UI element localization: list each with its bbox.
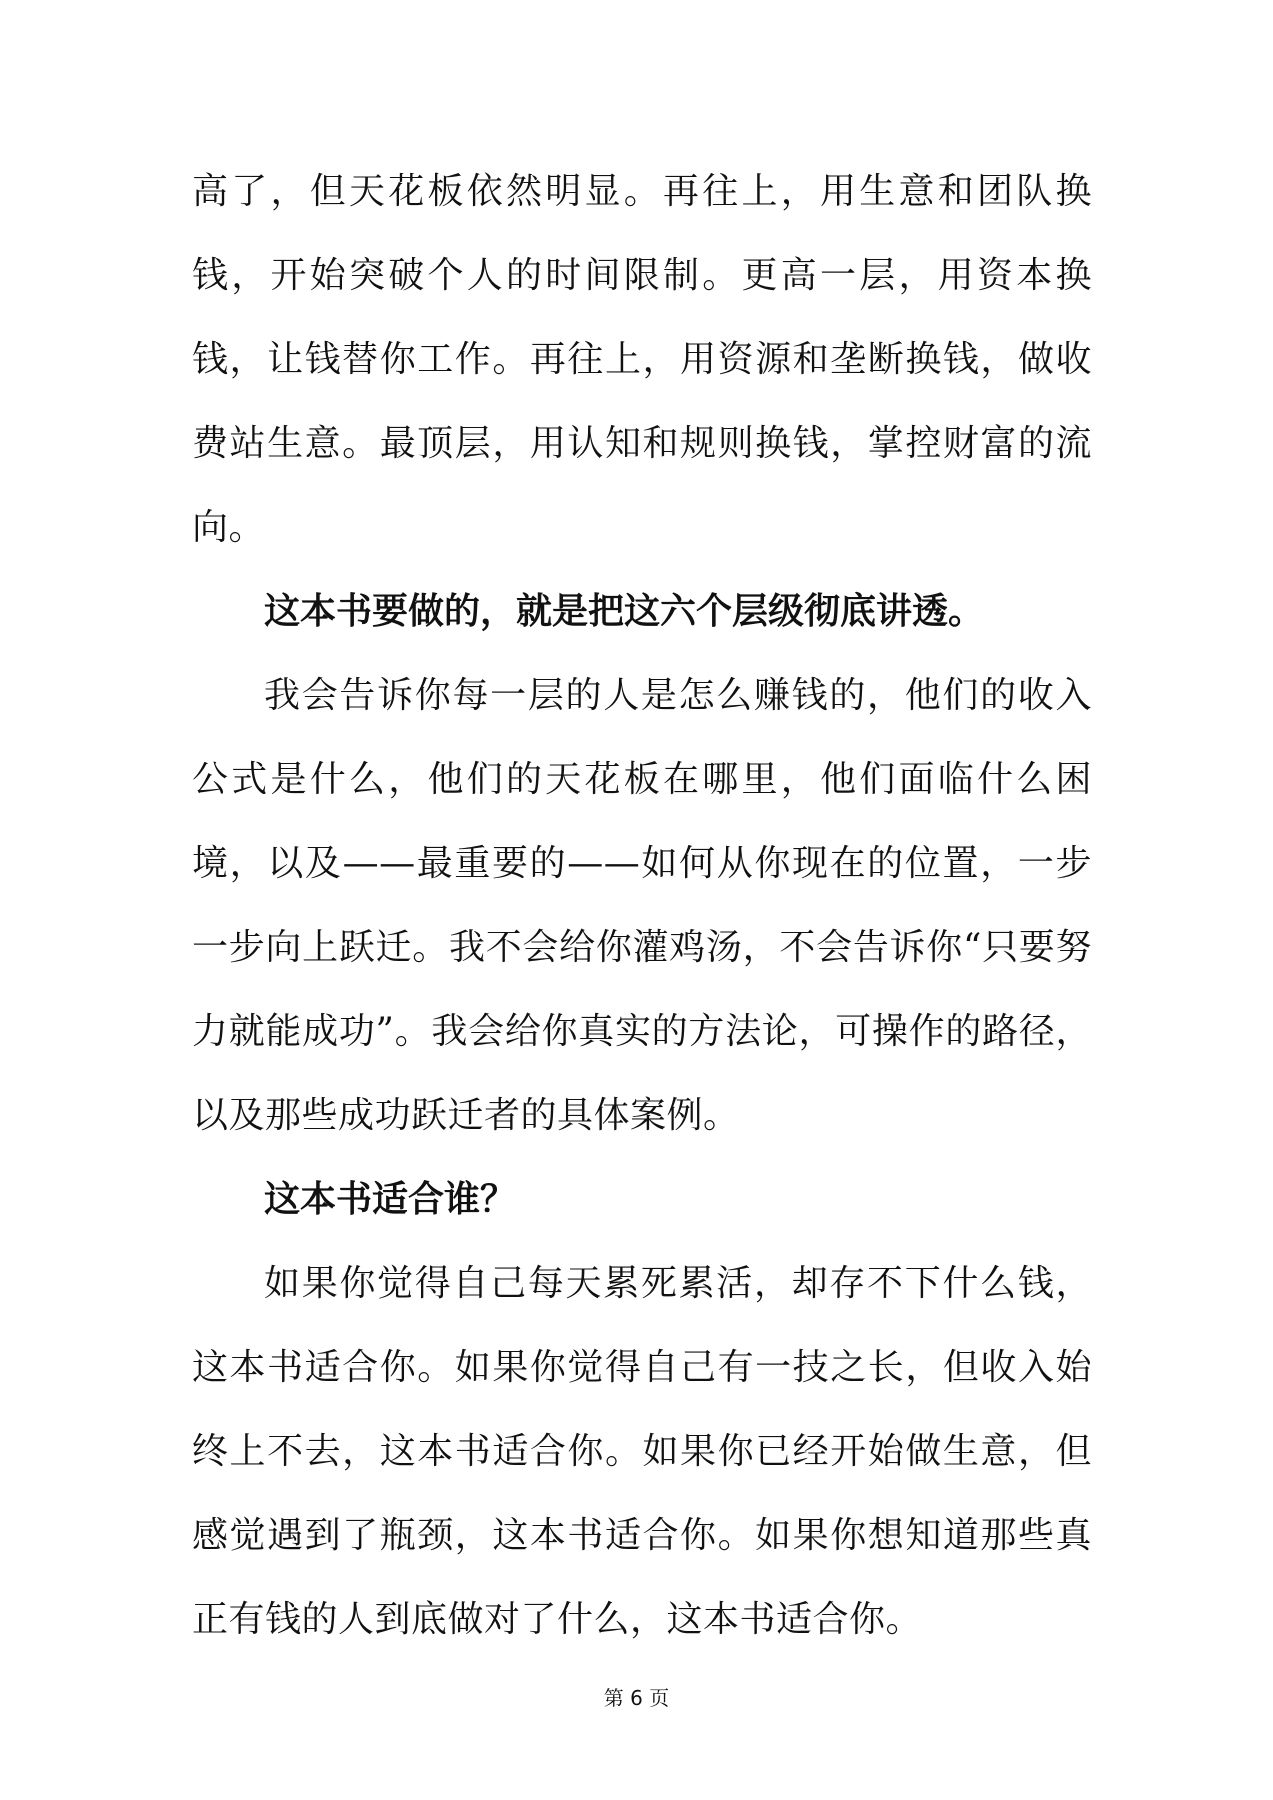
page-body (192, 150, 1092, 1662)
paragraph-continued: 高了，但天花板依然明显。再往上，用生意和团队换钱，开始突破个人的时间限制。更高一层，用资本换钱，让钱替你工作。再往上，用资源和垄断换钱，做收费站生意。最顶层，用认知和规则换钱，掌控财富的流向。 (192, 171, 1092, 548)
paragraph-body: 我会告诉你每一层的人是怎么赚钱的，他们的收入公式是什么，他们的天花板在哪里，他们面临什么困境，以及——最重要的——如何从你现在的位置，一步一步向上跃迁。我不会给你灌鸡汤，不会告诉你“只要努力就能成功”。我会给你真实的方法论，可操作的路径，以及那些成功跃迁者的具体案例。 (192, 675, 1092, 1136)
bold-statement: 这本书要做的，就是把这六个层级彻底讲透。 (264, 591, 985, 632)
page-number: 第 6 页 (603, 1686, 670, 1710)
paragraph-audience: 如果你觉得自己每天累死累活，却存不下什么钱，这本书适合你。如果你觉得自己有一技之长，但收入始终上不去，这本书适合你。如果你已经开始做生意，但感觉遇到了瓶颈，这本书适合你。如果你想知道那些真正有钱的人到底做对了什么，这本书适合你。 (192, 1263, 1092, 1640)
section-heading: 这本书适合谁？ (264, 1179, 517, 1220)
